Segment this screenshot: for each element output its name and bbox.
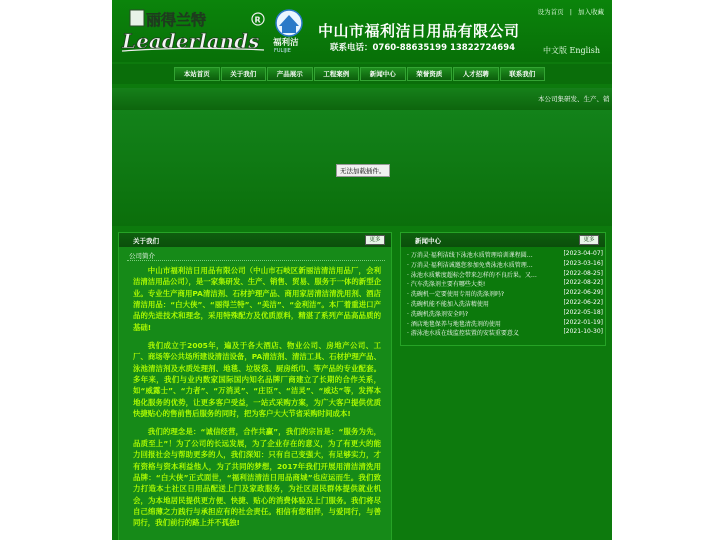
contact-phone	[330, 41, 515, 53]
about-body	[133, 265, 381, 536]
nav-cases[interactable]: 工程案例	[314, 67, 360, 81]
nav-products[interactable]: 产品展示	[267, 67, 313, 81]
news-item[interactable]	[407, 327, 603, 337]
nav-about[interactable]: 关于我们	[221, 67, 267, 81]
news-list	[407, 249, 603, 337]
news-item-title[interactable]: · 万消灵·福利洁诚邀您参加免费泳池水质管理…	[407, 261, 533, 269]
site-header	[112, 0, 612, 62]
nav-jobs[interactable]: 人才招聘	[453, 67, 499, 81]
news-panel	[400, 232, 606, 346]
contact-numbers: 0760-88635199 13822724694	[372, 43, 516, 53]
add-favorite-link[interactable]: 加入收藏	[578, 8, 604, 16]
main-nav	[112, 64, 612, 84]
news-item[interactable]	[407, 269, 603, 279]
nav-contact[interactable]: 联系我们	[500, 67, 546, 81]
news-item[interactable]	[407, 259, 603, 269]
news-item-title[interactable]: · 洗碗机一定要使用专用的洗涤剂吗?	[407, 291, 504, 299]
contact-label: 联系电话：	[330, 43, 373, 53]
news-item-date: [2023-03-16]	[563, 259, 603, 267]
scrolling-marquee	[112, 88, 612, 110]
news-item-title[interactable]: · 万消灵·福利洁线下泳池水质管理培训课程圆…	[407, 252, 533, 259]
about-paragraph: 我们成立于2005年，遍及于各大酒店、物业公司、房地产公司、工厂、商场等公共场所建设清洁设备，PA清洁剂、清洁工具、石材护理产品、泳池清洁剂及水质处理剂、地毯、垃圾袋、厨房纸巾、等产品的专业配套。多年来，我们与业内数家国际国内知名品牌厂商建立了长期的合作关系，如“威露士”、“力者”、“万消灵”、“庄臣”、“洁灵”、“威达”等，发挥本地化服务的优势，让更多客户受益，一站式采购方案，为广大客户提供优质快捷贴心的售前售后服务的同时，把为客户大大节省采购时间成本!	[133, 341, 381, 419]
about-paragraph: 中山市福利洁日用品有限公司（中山市石岐区新丽洁清洁用品厂，会利洁清洁用品公司），是一家集研发、生产、销售、贸易、服务于一体的新型企业。专业生产商用PA清洁剂、石材护理产品、商用家居清洁清洗用剂、酒店清洁用品：“白大侠”、“丽得兰特”、“美洁”、“金利洁”。本厂着重进口产品的先进技术和理念，采用特殊配方及优质原料，精湛了系列产品高品质的基础!	[133, 266, 381, 332]
top-links	[534, 7, 604, 16]
news-item[interactable]	[407, 278, 603, 288]
language-switch[interactable]: 中文版 English	[542, 46, 600, 55]
nav-honors[interactable]: 荣誉资质	[407, 67, 453, 81]
nav-news[interactable]: 新闻中心	[360, 67, 406, 81]
news-item[interactable]	[407, 249, 603, 259]
top-links-separator: |	[569, 8, 572, 16]
news-item-date: [2023-04-07]	[563, 250, 603, 257]
news-item-title[interactable]: · 洗碗机洗涤剂安全吗?	[407, 310, 468, 318]
news-item-date: [2022-08-25]	[563, 269, 603, 277]
news-item-date: [2022-08-22]	[563, 279, 603, 287]
company-name: 中山市福利洁日用品有限公司	[318, 22, 520, 40]
news-item-title[interactable]: · 酒店地毯保养与地毯清洗剂的使用	[407, 320, 501, 328]
news-title: 新闻中心	[415, 237, 441, 245]
news-item-title[interactable]: · 游泳池水质在线监控装置的安装重要意义	[407, 330, 519, 338]
news-item-date: [2021-10-30]	[563, 328, 603, 336]
about-title: 关于我们	[133, 237, 159, 245]
about-panel-header	[119, 233, 391, 247]
set-homepage-link[interactable]: 设为首页	[537, 8, 564, 16]
news-more-button[interactable]: 更多	[579, 235, 599, 245]
news-item[interactable]	[407, 318, 603, 328]
banner-area	[112, 110, 612, 226]
about-more-button[interactable]: 更多	[365, 235, 385, 245]
about-divider	[127, 260, 385, 261]
news-item-date: [2022-05-18]	[563, 308, 603, 316]
news-item-title[interactable]: · 洗碗机能不能加入洗洁精使用	[407, 300, 489, 308]
news-item[interactable]	[407, 308, 603, 318]
news-item[interactable]	[407, 288, 603, 298]
news-item-title[interactable]: · 泳池水质紫度超标会带来怎样的不良后果。又…	[407, 271, 537, 279]
nav-home[interactable]: 本站首页	[174, 67, 220, 81]
news-item-date: [2022-06-29]	[563, 289, 603, 297]
fulijie-brand-icon[interactable]	[270, 8, 308, 54]
brand-en-text: FULIJIE	[274, 48, 291, 54]
logo-en-text: Leaderlands	[122, 29, 260, 53]
news-panel-header	[401, 233, 605, 247]
registered-mark: R	[254, 15, 261, 25]
about-subtitle: 公司简介	[129, 252, 155, 260]
brand-cn-text: 福利洁	[273, 38, 299, 48]
about-panel	[118, 232, 392, 540]
leaderlands-logo[interactable]	[118, 6, 268, 54]
news-item-date: [2022-01-19]	[563, 318, 603, 326]
marquee-text: 本公司集研发、生产、销	[538, 95, 610, 103]
page-container	[112, 0, 612, 540]
plugin-error-message: 无法加载插件。	[336, 164, 390, 177]
news-item-date: [2022-06-22]	[563, 298, 603, 306]
news-item[interactable]	[407, 298, 603, 308]
news-item-title[interactable]: · 汽车洗涤剂主要有哪些大类!	[407, 281, 486, 289]
about-paragraph: 我们的理念是：“诚信经营，合作共赢”，我们的宗旨是：“服务为先，品质至上”！为了公司的长远发展，为了企业存在的意义，为了有更大的能力回报社会与帮助更多的人，我们深知：只有自己变强大，有足够实力，才有资格与资本利益他人，为了共同的梦想，2017年我们开展用清洁清洗用品牌：“白大侠”正式面世，“福利洁清洁日用品商城”也应运而生。我们致力打造本土社区日用品配送上门及家政服务，为社区居民群体提供就业机会，为本地居民提供更方便、快捷、贴心的消费体验及上门服务。我们将尽自己绵薄之力践行与承担应有的社会责任。相信有您相伴，与爱同行，与善同行，我们前行的路上并不孤独!	[133, 427, 381, 528]
logo-cn-text: 丽得兰特	[146, 11, 207, 29]
